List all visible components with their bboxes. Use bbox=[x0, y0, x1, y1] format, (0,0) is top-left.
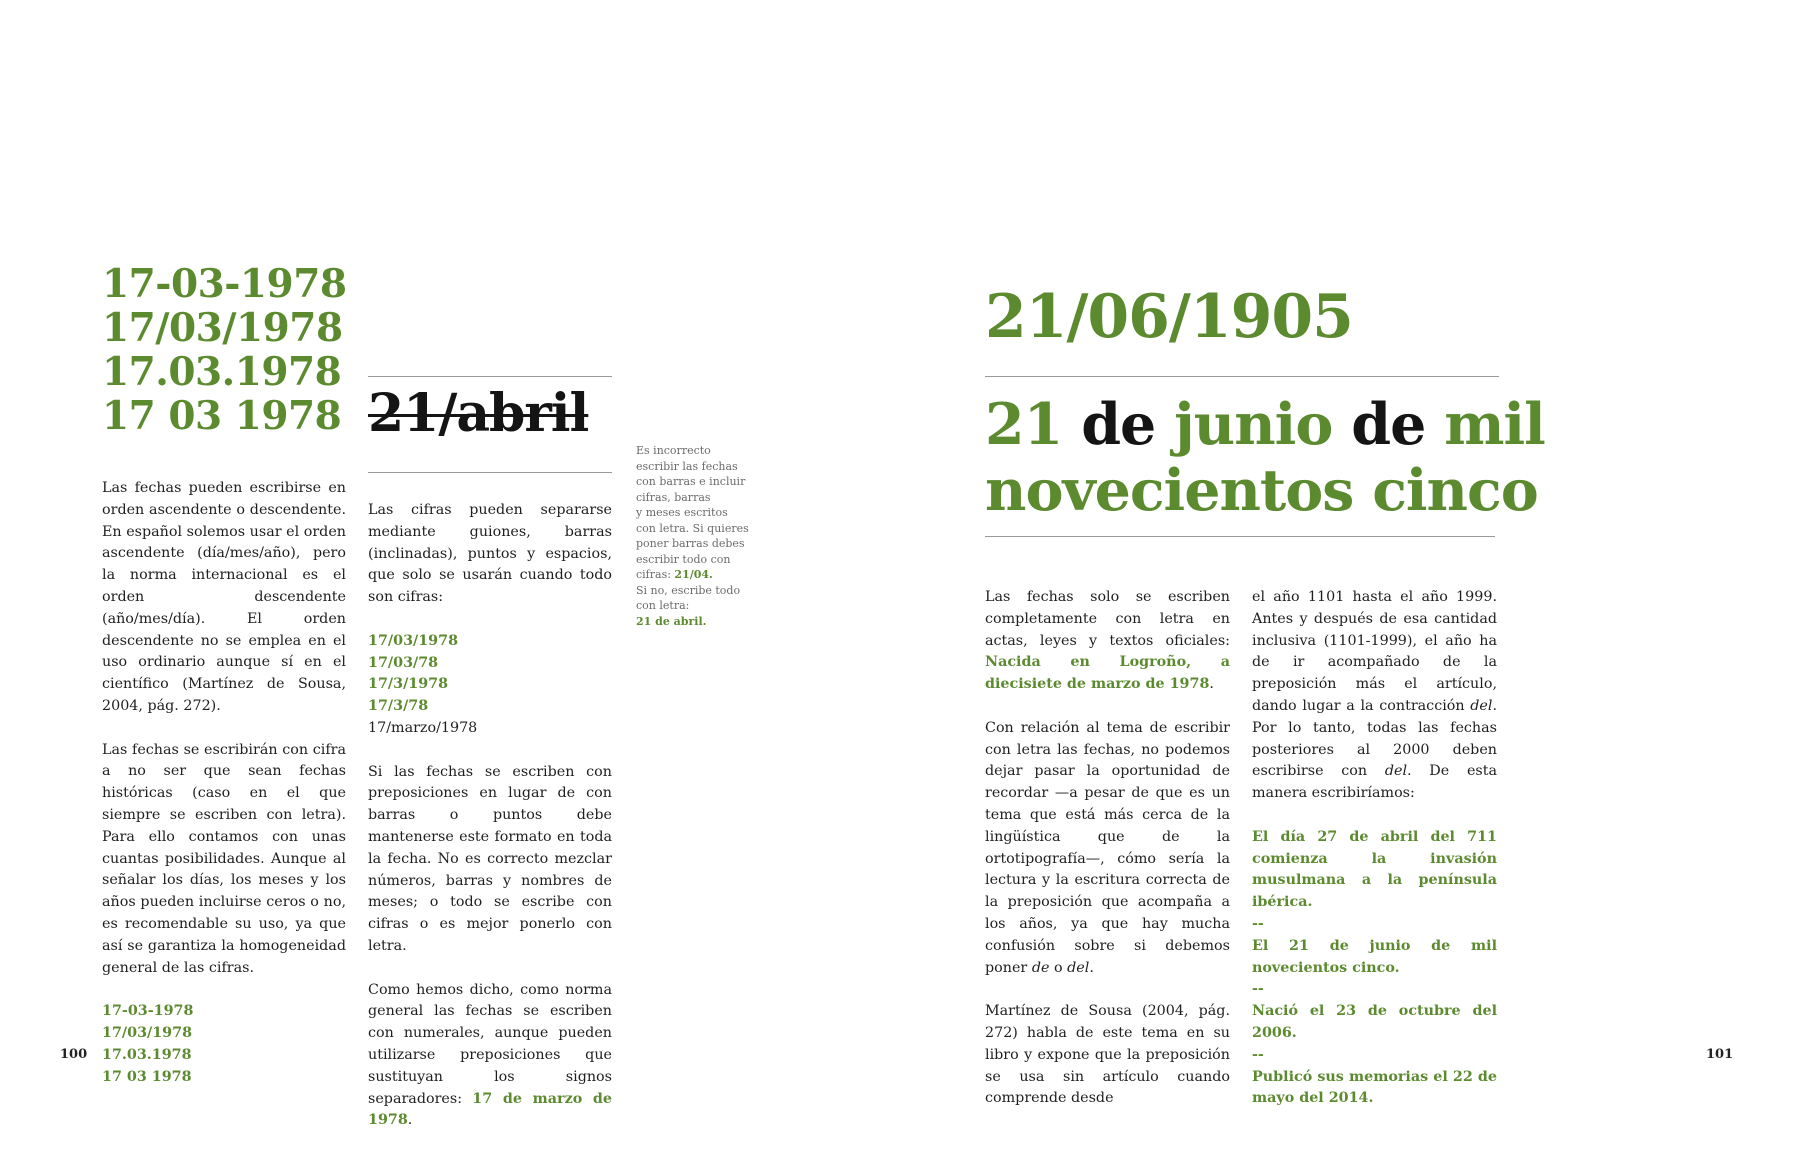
col3-p2-de: de bbox=[1031, 959, 1050, 976]
col4-examples bbox=[1252, 827, 1497, 1110]
words-title-de-2: de bbox=[1351, 391, 1426, 458]
separator: -- bbox=[1252, 915, 1264, 932]
col2-paragraph-3 bbox=[368, 980, 612, 1133]
list-item: 17.03.1978 bbox=[102, 1046, 192, 1063]
list-item: 17/03/78 bbox=[368, 654, 439, 671]
list-item: 17/marzo/1978 bbox=[368, 719, 478, 736]
col1-date-list bbox=[102, 1001, 346, 1088]
big-date-formats bbox=[102, 262, 346, 438]
words-title-de-1: de bbox=[1081, 391, 1156, 458]
col3-p2-del: del bbox=[1067, 959, 1090, 976]
col2-paragraph-2: Si las fechas se escriben con preposiciones en lugar de con barras o puntos debe mantenerse este formato en toda la fecha. No es correcto mezclar números, barras y nombres de meses; o todo se escribe con cifras o es mejor ponerlo con letra. bbox=[368, 763, 612, 954]
note-line bbox=[636, 567, 754, 583]
col2-paragraph-1: Las cifras pueden separarse mediante guiones, barras (inclinadas), puntos y espacios, que solo se usarán cuando todo son cifras: bbox=[368, 502, 612, 606]
note-line: con letra. Si quieres bbox=[636, 521, 749, 535]
note-line: Si no, escribe todo bbox=[636, 583, 741, 597]
note-cifras-label: cifras: bbox=[636, 568, 671, 581]
col3-p2-o: o bbox=[1053, 959, 1063, 976]
side-note bbox=[636, 443, 754, 629]
col3-p1-text: Las fechas solo se escriben completamente con letra en actas, leyes y textos oficiales: bbox=[985, 589, 1230, 649]
list-item: 17-03-1978 bbox=[102, 1003, 194, 1020]
list-item: 17/03/1978 bbox=[368, 632, 459, 649]
divider-bottom-right bbox=[985, 536, 1495, 537]
words-title-line-1 bbox=[985, 392, 1545, 458]
note-line: con barras e incluir bbox=[636, 475, 746, 488]
big-date-2: 17/03/1978 bbox=[102, 305, 343, 351]
col1-paragraph-1: Las fechas pueden escribirse en orden ascendente o descendente. En español solemos usar el orden ascendente (día/mes/año), pero la norma internacional es el orden descendente (año/mes/día). El orden descendente no se emplea en el uso ordinario aunque sí en el científico (Martínez de Sousa, 2004, pág. 272). bbox=[102, 480, 346, 714]
col3-p2-text: Con relación al tema de escribir con letra las fechas, no podemos dejar pasar la oportunidad de recordar —a pesar de que es un tema que está más cerca de la lingüística que de la ortotipografía—, cómo sería la lectura y la escritura correcta de la preposición que acompaña a los años, ya que hay mucha confusión sobre si debemos poner bbox=[985, 719, 1230, 976]
big-date-3: 17.03.1978 bbox=[102, 349, 342, 395]
example-item: El 21 de junio de mil novecientos cinco. bbox=[1252, 937, 1497, 976]
col3-paragraph-2 bbox=[985, 718, 1230, 980]
page-number-right: 101 bbox=[1706, 1047, 1734, 1062]
col3-p1-end: . bbox=[1209, 676, 1214, 693]
col2-p3-text: Como hemos dicho, como norma general las fechas se escriben con numerales, aunque pueden utilizarse preposiciones que sustituyan los signos separadores: bbox=[368, 981, 612, 1107]
list-item: 17/3/1978 bbox=[368, 676, 449, 693]
divider-top-right bbox=[985, 376, 1499, 377]
note-line: escribir las fechas bbox=[636, 459, 738, 473]
example-item: Publicó sus memorias el 22 de mayo del 2014. bbox=[1252, 1068, 1497, 1107]
note-line: y meses escritos bbox=[636, 506, 728, 519]
divider-top-left bbox=[368, 376, 612, 377]
big-date-1: 17-03-1978 bbox=[102, 261, 347, 307]
note-line: poner barras debes bbox=[636, 537, 745, 550]
page-number-left: 100 bbox=[60, 1047, 88, 1062]
column-1 bbox=[102, 478, 346, 1088]
words-title-mil: mil bbox=[1444, 391, 1545, 458]
list-item: 17/3/78 bbox=[368, 698, 429, 715]
words-title-month: junio bbox=[1174, 391, 1333, 458]
separator: -- bbox=[1252, 1046, 1264, 1063]
col3-p2-end: . bbox=[1089, 959, 1094, 976]
big-date-4: 17 03 1978 bbox=[102, 393, 342, 439]
col3-p1-example: Nacida en Logroño, a diecisiete de marzo de 1978 bbox=[985, 654, 1230, 693]
col2-p3-example: 17 de marzo de 1978 bbox=[368, 1090, 612, 1129]
note-line: cifras, barras bbox=[636, 490, 711, 504]
col4-p1-b: . Por lo tanto, todas las fechas posteriores al 2000 deben escribirse con bbox=[1252, 697, 1498, 780]
note-line: escribir todo con bbox=[636, 552, 731, 566]
col2-date-list bbox=[368, 631, 612, 740]
list-item: 17 03 1978 bbox=[102, 1068, 192, 1085]
note-letra-example: 21 de abril. bbox=[636, 614, 707, 628]
words-title-number: 21 bbox=[985, 391, 1063, 458]
col4-p1-del: del bbox=[1470, 697, 1493, 714]
col4-p1-a: el año 1101 hasta el año 1999. Antes y después de esa cantidad inclusiva (1101-1999), el año ha de ir acompañado de la preposición más el artículo, dando lugar a la contracción bbox=[1252, 589, 1497, 714]
note-line: Es incorrecto bbox=[636, 444, 711, 457]
right-title-date: 21/06/1905 bbox=[985, 282, 1353, 352]
col1-paragraph-2: Las fechas se escribirán con cifra a no ser que sean fechas históricas (caso en el que siempre se escriben con letra). Para ello contamos con unas cuantas posibilidades. Aunque al señalar los días, los meses y los años pueden incluirse ceros o no, es recomendable su uso, ya que así se garantiza la homogeneidad general de las cifras. bbox=[102, 741, 346, 976]
column-3 bbox=[985, 587, 1230, 1132]
col4-p1-del-2: del bbox=[1384, 763, 1408, 780]
words-title-line-2: novecientos cinco bbox=[985, 457, 1538, 524]
right-title-words bbox=[985, 392, 1545, 524]
example-item: Nació el 23 de octubre del 2006. bbox=[1252, 1003, 1497, 1041]
strikethrough-title: 21/abril bbox=[368, 383, 589, 444]
divider-bottom-left bbox=[368, 472, 612, 473]
col3-paragraph-3: Martínez de Sousa (2004, pág. 272) habla de este tema en su libro y expone que la preposición se usa sin artículo cuando comprende desde bbox=[985, 1003, 1230, 1107]
separator: -- bbox=[1252, 981, 1264, 998]
column-4 bbox=[1252, 587, 1497, 1110]
col3-paragraph-1 bbox=[985, 587, 1230, 696]
column-2 bbox=[368, 500, 612, 1154]
col4-p1-c: . De esta manera escribiríamos: bbox=[1252, 763, 1498, 802]
note-cifras-example: 21/04. bbox=[674, 568, 713, 581]
col2-p3-end: . bbox=[407, 1112, 413, 1129]
note-line: con letra: bbox=[636, 599, 690, 612]
list-item: 17/03/1978 bbox=[102, 1024, 193, 1041]
col4-paragraph-1 bbox=[1252, 587, 1497, 805]
example-item: El día 27 de abril del 711 comienza la invasión musulmana a la península ibérica. bbox=[1252, 828, 1497, 911]
